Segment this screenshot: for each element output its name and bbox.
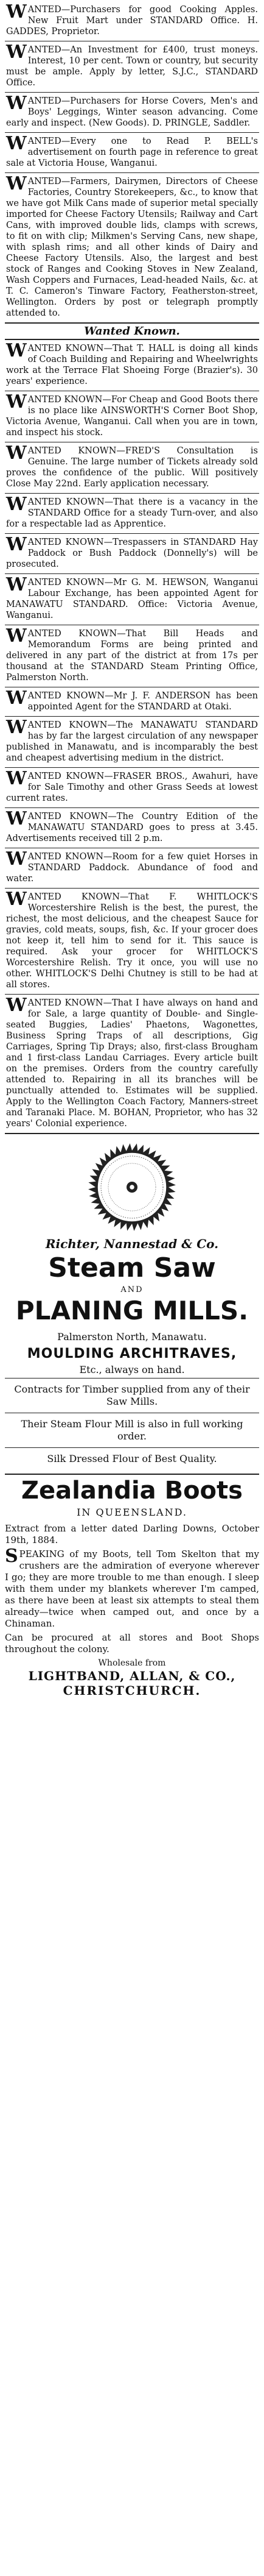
divider [5,807,259,808]
boots-availability: Can be procured at all stores and Boot Shops throughout the colony. [5,1632,259,1655]
classified-ad [5,94,259,131]
ad-text: WANTED—Purchasers for Horse Covers, Men's and Boys' Leggings, Winter season advancing. Come early and inspect. (New Goods). D. PRINGLE, Saddler. [6,93,258,128]
classified-ad [5,444,259,492]
boots-extract: Extract from a letter dated Darling Downs, October 19th, 1884. [5,1523,259,1545]
ad-text: WANTED KNOWN—That T. HALL is doing all kinds of Coach Building and Repairing and Wheelwrights work at the Terrace Flat Shoeing Forge (Brazier's). 30 years' experience. [6,340,258,386]
classified-ad [5,890,259,993]
mill-silk-flour: Silk Dressed Flour of Best Quality. [47,1453,217,1464]
classified-ad [5,626,259,686]
boots-city: CHRISTCHURCH. [63,1683,201,1698]
wanted-ads-section [5,2,259,321]
divider [5,533,259,534]
wanted-known-section [5,341,259,1132]
classified-ad [5,2,259,40]
saw-blade-illustration [5,1141,259,1233]
divider [5,888,259,889]
classified-ad [5,134,259,171]
mill-title: Steam Saw [48,1252,216,1283]
ad-text: WANTED KNOWN—FRASER BROS., Awahuri, have for Sale Timothy and other Grass Seeds at lowest current rates. [6,768,258,803]
ad-text: WANTED KNOWN—That I have always on hand and for Sale, a large quantity of Double- and Single-seated Buggies, Ladies' Phaetons, Wagonettes, Business Spring Traps of all descriptions, Gig Carriages, Spring Tip Drays; also, first-class Brougham and 1 first-class Landau Carriages. Every article built on the premises. Orders from the country carefully attended to. Repairing in all its branches will be punctually attended to. Estimates will be supplied. Apply to the Wellington Coach Factory, Manners-street and Taranaki Place. M. BOHAN, Proprietor, who has 32 years' Colonial experience. [6,995,258,1129]
boots-subtitle: IN QUEENSLAND. [77,1506,187,1518]
sawmill-advertisement [5,1135,259,1472]
mill-location: Palmerston North, Manawatu. [57,1331,207,1343]
mill-contracts: Contracts for Timber supplied from any of their Saw Mills. [14,1383,250,1407]
ad-text: WANTED—Farmers, Dairymen, Directors of Cheese Factories, Country Storekeepers, &c., to know that we have got Milk Cans made of superior metal specially imported for Cheese Factory Utensils; Railway and Cart Cans, with improved double lids, clamps with screws, to fit on with clip; Milkmen's Serving Cans, new shape, with splash rims; and all other kinds of Dairy and Cheese Factory Utensils. Also, the largest and best stock of Ranges and Cooking Stoves in New Zealand, Wash Coppers and Furnaces, Lead-headed Nails, &c. at T. C. Cameron's Tinware Factory, Featherston-street, Wellington. Orders by post or telegraph promptly attended to. [6,173,258,318]
classified-ad [5,575,259,623]
divider [5,322,259,324]
boots-advertisement [5,1477,259,1698]
divider [5,339,259,340]
classified-ad [5,392,259,441]
divider [5,716,259,717]
boots-firm: LIGHTBAND, ALLAN, & CO., [28,1669,236,1683]
section-heading: Wanted Known. [84,325,180,338]
mill-flour: Their Steam Flour Mill is also in full working order. [21,1418,243,1442]
boots-body [5,1523,259,1655]
classified-ad [5,769,259,806]
mill-and: AND [120,1285,144,1294]
classified-ad [5,718,259,766]
boots-title: Zealandia Boots [21,1477,243,1505]
divider [5,1133,259,1134]
ad-text: WANTED KNOWN—That Bill Heads and Memorandum Forms are being printed and delivered in any part of the district at from 17s per thousand at the STANDARD Steam Printing Office, Palmerston North. [6,625,258,683]
classified-ad [5,809,259,846]
ad-text: WANTED KNOWN—For Cheap and Good Boots there is no place like AINSWORTH'S Corner Boot Shop, Victoria Avenue, Wanganui. Call when you are in town, and inspect his stock. [6,391,258,438]
divider [5,132,259,133]
ad-text: WANTED—Every one to Read P. BELL's advertisement on fourth page in reference to great sale at Victoria House, Wanganui. [6,133,258,168]
ad-text: WANTED—Purchasers for good Cooking Apples. New Fruit Mart under STANDARD Office. H. GADDES, Proprietor. [6,1,258,37]
boots-testimonial: SPEAKING of my Boots, tell Tom Skelton that my crushers are the admiration of everyone wherever I go; they are more trouble to me than enough. I sleep with them under my blankets wherever I'm camped, as there have been at least six attempts to steal them already—twice when camped out, and once by a Chinaman. [5,1545,259,1629]
ad-text: WANTED KNOWN—That there is a vacancy in the STANDARD Office for a steady Turn-over, and also for a respectable lad as Apprentice. [6,494,258,529]
classified-ad [5,341,259,389]
classified-ad [5,850,259,887]
divider [5,767,259,768]
company-name: Richter, Nannestad & Co. [45,1237,219,1251]
ad-text: WANTED KNOWN—FRED'S Consultation is Genuine. The large number of Tickets already sold proves the confidence of the public. Will positively Close May 22nd. Early application necessary. [6,442,258,489]
classified-ad [5,43,259,91]
classified-ad [5,535,259,572]
classified-ad [5,996,259,1132]
ad-text: WANTED KNOWN—Mr G. M. HEWSON, Wanganui Labour Exchange, has been appointed Agent for MANAWATU STANDARD. Office: Victoria Avenue, Wanganui. [6,574,258,620]
divider [5,1474,259,1475]
divider [5,573,259,574]
ad-text: WANTED KNOWN—Trespassers in STANDARD Hay Paddock or Bush Paddock (Donnelly's) will be prosecuted. [6,534,258,569]
mill-title-secondary: PLANING MILLS. [15,1296,249,1325]
divider [5,994,259,995]
classified-ad [5,495,259,532]
saw-blade-icon [86,1141,178,1233]
ad-text: WANTED KNOWN—The Country Edition of the MANAWATU STANDARD goes to press at 3.45. Advertisements received till 2 p.m. [6,808,258,843]
boots-wholesale: Wholesale from [98,1658,166,1668]
ad-text: WANTED—An Investment for £400, trust moneys. Interest, 10 per cent. Town or country, but security must be ample. Apply by letter, S.J.C., STANDARD Office. [6,41,258,88]
ad-text: WANTED KNOWN—Mr J. F. ANDERSON has been appointed Agent for the STANDARD at Otaki. [6,687,258,712]
mill-products: MOULDING ARCHITRAVES, [27,1346,237,1361]
classified-ad [5,689,259,715]
divider [5,92,259,93]
ad-text: WANTED KNOWN—Room for a few quiet Horses in STANDARD Paddock. Abundance of food and water. [6,848,258,884]
ad-text: WANTED KNOWN—That F. WHITLOCK'S Worcestershire Relish is the best, the purest, the richest, the most delicious, and the cheapest Sauce for gravies, cold meats, soups, fish, &c. If your grocer does not keep it, tell him to send for it. This sauce is required. Ask your grocer for WHITLOCK'S Worcestershire Relish. Try it once, you will use no other. WHITLOCK'S Delhi Chutney is still to be had at all stores. [6,889,258,990]
divider [5,1447,259,1448]
ad-text: WANTED KNOWN—The MANAWATU STANDARD has by far the largest circulation of any newspaper published in Manawatu, and is incomparably the best and cheapest advertising medium in the district. [6,717,258,763]
mill-products-note: Etc., always on hand. [79,1364,185,1375]
divider [5,493,259,494]
classified-ad [5,174,259,321]
divider [5,172,259,173]
